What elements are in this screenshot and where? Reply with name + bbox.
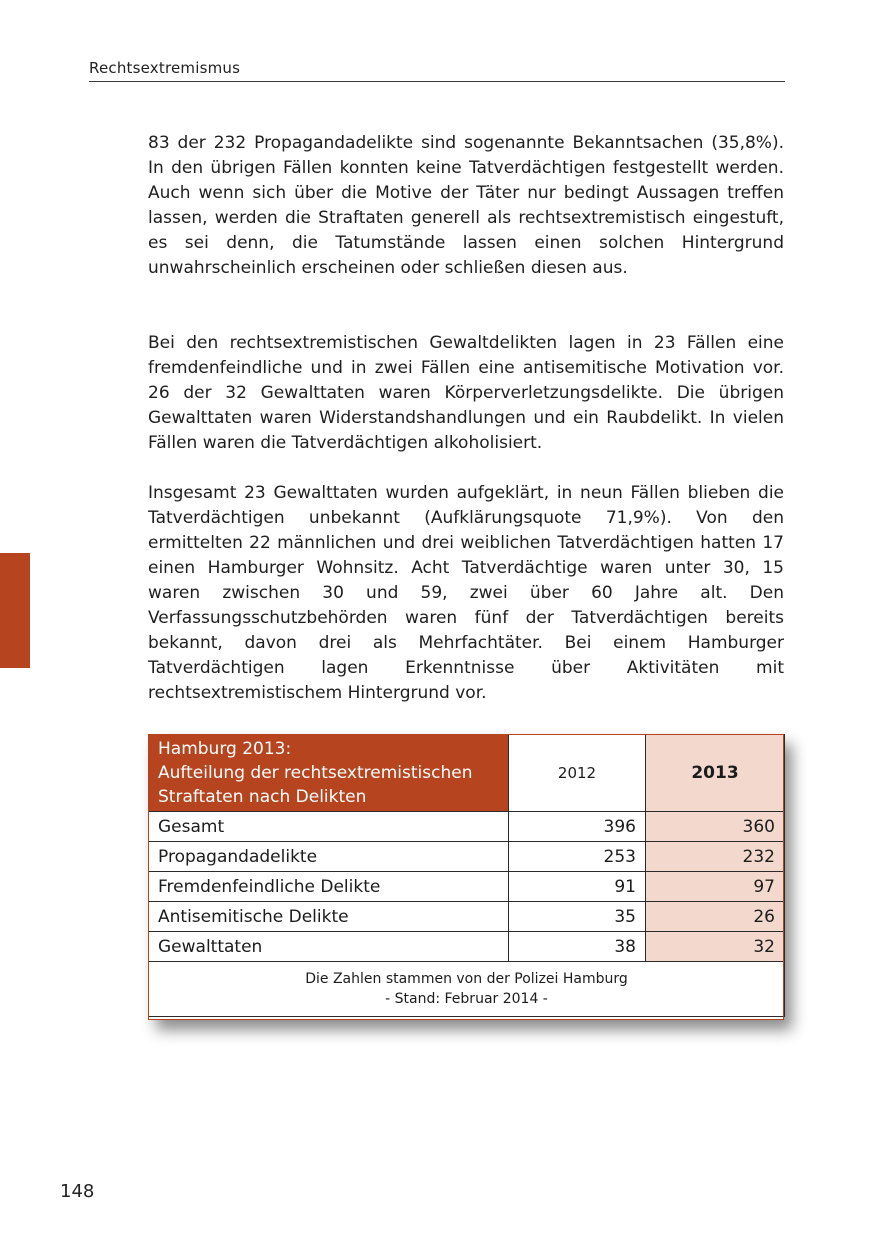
- table-header-row: [149, 735, 785, 812]
- value-2013: 360: [646, 812, 785, 842]
- table-row: [149, 932, 785, 962]
- statistics-table: [148, 734, 785, 1017]
- table-title-line-1: Hamburg 2013:: [158, 739, 292, 759]
- column-header-2012: 2012: [509, 735, 646, 812]
- table-row: [149, 902, 785, 932]
- table-row: [149, 842, 785, 872]
- table-title: [149, 735, 509, 812]
- page-number: 148: [60, 1181, 95, 1202]
- paragraph-aufklaerung: Insgesamt 23 Gewalttaten wurden aufgeklärt, in neun Fällen blieben die Tatverdächtigen unbekannt (Aufklärungsquote 71,9%). Von den ermittelten 22 männlichen und drei weiblichen Tatverdächtigen hatten 17 einen Hamburger Wohnsitz. Acht Tatverdächtige waren unter 30, 15 waren zwischen 30 und 59, zwei über 60 Jahre alt. Den Verfassungsschutzbehörden waren fünf der Tatverdächtigen bereits bekannt, davon drei als Mehrfachtäter. Bei einem Hamburger Tatverdächtigen lagen Erkenntnisse über Aktivitäten mit rechtsextremistischem Hintergrund vor.: [148, 483, 784, 703]
- row-label: Fremdenfeindliche Delikte: [149, 872, 509, 902]
- value-2012: 396: [509, 812, 646, 842]
- paragraph-propaganda: 83 der 232 Propagandadelikte sind sogenannte Bekanntsachen (35,8%). In den übrigen Fällen konnten keine Tatverdächtigen festgestellt werden. Auch wenn sich über die Motive der Täter nur bedingt Aussagen treffen lassen, werden die Straftaten generell als rechtsextremistisch eingestuft, es sei denn, die Tatumstände lassen einen solchen Hintergrund unwahrscheinlich erscheinen oder schließen diesen aus.: [148, 133, 784, 278]
- value-2013: 232: [646, 842, 785, 872]
- value-2013: 32: [646, 932, 785, 962]
- row-label: Gesamt: [149, 812, 509, 842]
- value-2013: 26: [646, 902, 785, 932]
- table-footnote: [149, 962, 785, 1017]
- footnote-date: - Stand: Februar 2014 -: [385, 991, 548, 1007]
- value-2012: 91: [509, 872, 646, 902]
- row-label: Propagandadelikte: [149, 842, 509, 872]
- row-label: Antisemitische Delikte: [149, 902, 509, 932]
- chapter-side-tab: [0, 553, 30, 668]
- value-2012: 35: [509, 902, 646, 932]
- value-2013: 97: [646, 872, 785, 902]
- value-2012: 38: [509, 932, 646, 962]
- row-label: Gewalttaten: [149, 932, 509, 962]
- header-rule: [89, 81, 785, 82]
- paragraph-gewaltdelikte: Bei den rechtsextremistischen Gewaltdelikten lagen in 23 Fällen eine fremdenfeindliche und in zwei Fällen eine antisemitische Motivation vor. 26 der 32 Gewalttaten waren Körperverletzungsdelikte. Die übrigen Gewalttaten waren Widerstandshandlungen und ein Raubdelikt. In vielen Fällen waren die Tatverdächtigen alkoholisiert.: [148, 333, 784, 453]
- value-2012: 253: [509, 842, 646, 872]
- table-title-line-3: Straftaten nach Delikten: [158, 787, 367, 807]
- running-header: Rechtsextremismus: [89, 59, 241, 77]
- table-row: [149, 872, 785, 902]
- footnote-source: Die Zahlen stammen von der Polizei Hamburg: [305, 971, 628, 987]
- table-footnote-row: [149, 962, 785, 1017]
- table-title-line-2: Aufteilung der rechtsextremistischen: [158, 763, 473, 783]
- statistics-table-box: [148, 734, 784, 1020]
- column-header-2013: 2013: [646, 735, 785, 812]
- table-row: [149, 812, 785, 842]
